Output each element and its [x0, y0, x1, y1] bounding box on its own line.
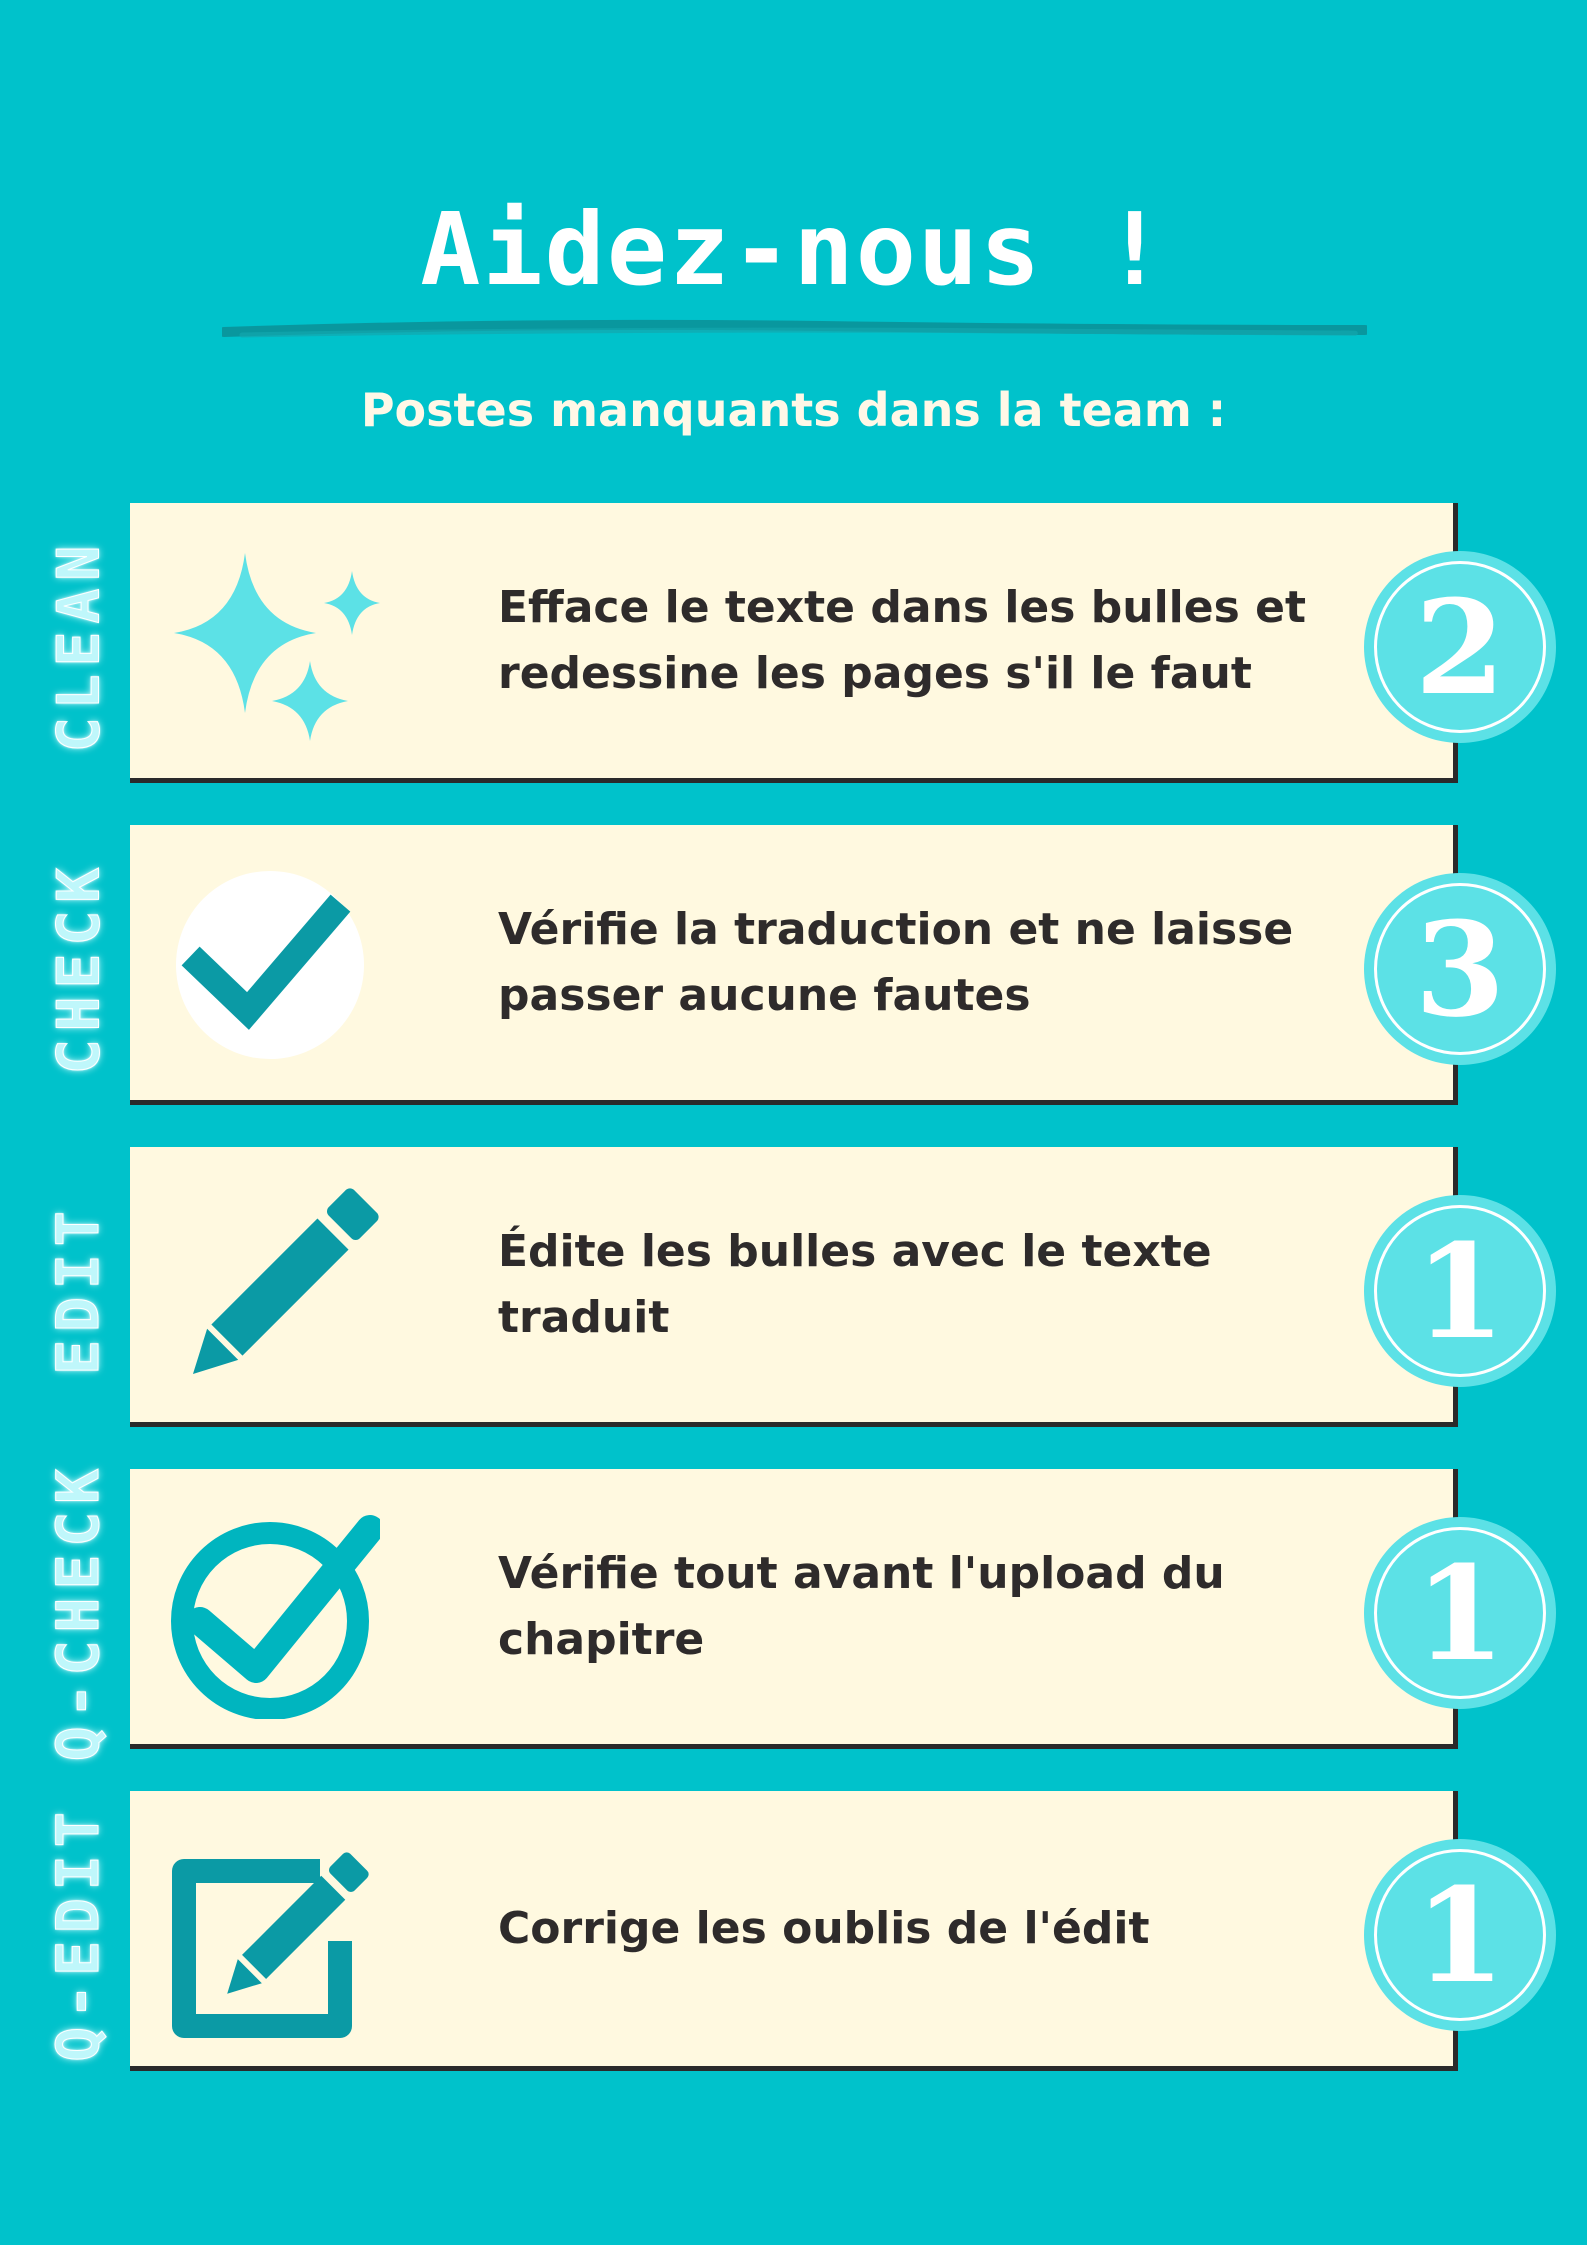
role-label-edit: EDIT — [44, 1203, 112, 1375]
role-label-clean: CLEAN — [44, 537, 113, 753]
role-label-q-check: Q-CHECK — [44, 1460, 112, 1762]
role-label-check: CHECK — [44, 859, 113, 1075]
role-description: Efface le texte dans les bulles et redessine les pages s'il le faut — [498, 581, 1306, 699]
role-description: Vérifie tout avant l'upload du chapitre — [498, 1547, 1225, 1665]
role-count-badge: 1 — [1368, 1199, 1552, 1383]
role-count-badge: 2 — [1368, 555, 1552, 739]
check-ring-icon — [170, 1509, 380, 1719]
sparkles-icon — [170, 543, 380, 753]
role-card-check — [130, 825, 1458, 1105]
check-circle-icon — [170, 865, 380, 1075]
role-count-badge: 1 — [1368, 1843, 1552, 2027]
role-card-q-edit — [130, 1791, 1458, 2071]
role-count-badge: 1 — [1368, 1521, 1552, 1705]
role-label-q-edit: Q-EDIT — [44, 1804, 113, 2062]
role-description: Corrige les oublis de l'édit — [498, 1902, 1150, 1954]
role-count-badge: 3 — [1368, 877, 1552, 1061]
role-card-clean — [130, 503, 1458, 783]
edit-box-icon — [170, 1831, 380, 2041]
pencil-icon — [170, 1187, 380, 1397]
role-description: Vérifie la traduction et ne laisse passer aucune fautes — [498, 903, 1294, 1021]
page-title: Aidez-nous ! — [420, 191, 1167, 308]
role-description: Édite les bulles avec le texte traduit — [498, 1225, 1212, 1343]
page-subtitle: Postes manquants dans la team : — [360, 383, 1227, 437]
role-card-edit — [130, 1147, 1458, 1427]
role-card-q-check — [130, 1469, 1458, 1749]
title-underline — [222, 318, 1367, 342]
